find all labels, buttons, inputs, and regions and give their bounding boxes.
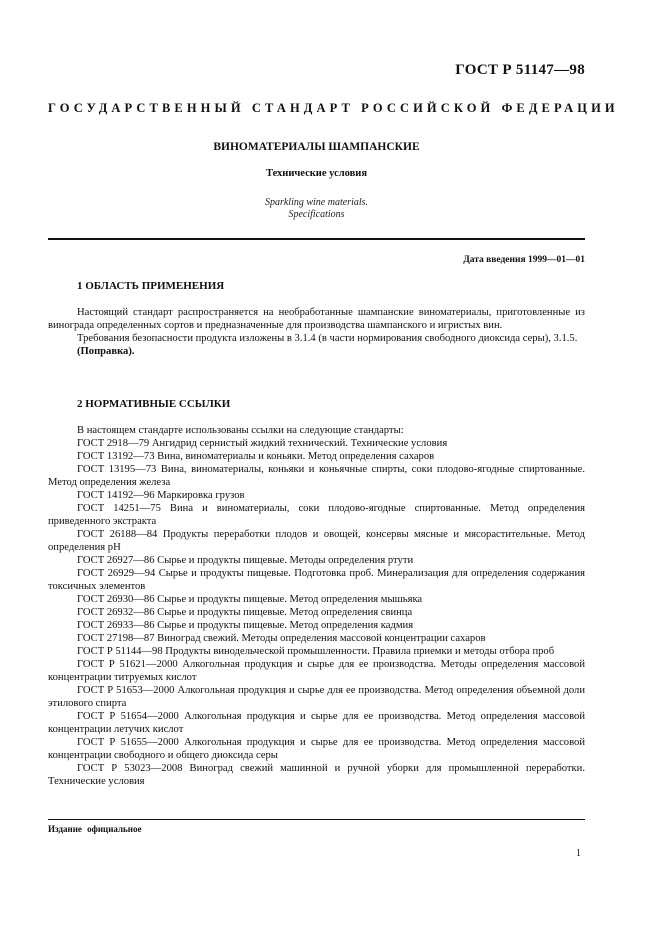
section-1-heading: 1 ОБЛАСТЬ ПРИМЕНЕНИЯ [77, 280, 225, 292]
introduction-date: Дата введения 1999—01—01 [463, 255, 585, 265]
edition-label: Издание официальное [48, 824, 142, 834]
reference-item: ГОСТ Р 53023—2008 Виноград свежий машинной и ручной уборки для промышленной переработки. Технические условия [48, 763, 585, 787]
footer-divider [48, 819, 585, 820]
reference-item: ГОСТ Р 51655—2000 Алкогольная продукция и сырье для ее производства. Метод определения массовой концентрации свободного и общего диоксида серы [48, 737, 585, 761]
reference-item: ГОСТ Р 51653—2000 Алкогольная продукция и сырье для ее производства. Метод определения объемной доли этилового спирта [48, 685, 585, 709]
section-1-body [48, 306, 585, 358]
reference-item: ГОСТ 14192—96 Маркировка грузов [77, 490, 245, 501]
reference-item: ГОСТ Р 51621—2000 Алкогольная продукция и сырье для ее производства. Методы определения массовой концентрации титруемых кислот [48, 659, 585, 683]
reference-item: ГОСТ 26930—86 Сырье и продукты пищевые. Метод определения мышьяка [77, 594, 423, 605]
english-title-line2: Specifications [288, 209, 345, 220]
page-number: 1 [576, 848, 581, 859]
reference-item: ГОСТ 26929—94 Сырье и продукты пищевые. Подготовка проб. Минерализация для определения содержания токсичных элементов [48, 568, 585, 592]
reference-item: ГОСТ 26927—86 Сырье и продукты пищевые. Методы определения ртути [77, 555, 414, 566]
document-number: ГОСТ Р 51147—98 [455, 62, 585, 78]
state-standard-banner: ГОСУДАРСТВЕННЫЙ СТАНДАРТ РОССИЙСКОЙ ФЕДЕРАЦИИ [48, 101, 619, 115]
section-1-paragraph-1: Настоящий стандарт распространяется на необработанные шампанские виноматериалы, приготовленные из винограда определенных сортов и предназначенные для производства шампанского и игристых вин. [48, 307, 585, 331]
reference-item: ГОСТ 26932—86 Сырье и продукты пищевые. Метод определения свинца [77, 607, 413, 618]
reference-item: ГОСТ 27198—87 Виноград свежий. Методы определения массовой концентрации сахаров [77, 633, 486, 644]
section-1-amendment: (Поправка). [77, 346, 135, 357]
reference-item: ГОСТ 2918—79 Ангидрид сернистый жидкий технический. Технические условия [77, 438, 448, 449]
reference-item: ГОСТ 13192—73 Вина, виноматериалы и коньяки. Метод определения сахаров [77, 451, 435, 462]
english-title-line1: Sparkling wine materials. [264, 197, 369, 208]
reference-item: ГОСТ 13195—73 Вина, виноматериалы, коньяки и коньячные спирты, соки плодово-ягодные спиртованные. Метод определения железа [48, 464, 585, 488]
document-subtitle: Технические условия [265, 168, 368, 179]
reference-item: ГОСТ 26188—84 Продукты переработки плодов и овощей, консервы мясные и мясорастительные. Метод определения pH [48, 529, 585, 553]
reference-item: ГОСТ 26933—86 Сырье и продукты пищевые. Метод определения кадмия [77, 620, 414, 631]
reference-item: ГОСТ Р 51144—98 Продукты винодельческой промышленности. Правила приемки и методы отбора проб [77, 646, 555, 657]
section-1-paragraph-2: Требования безопасности продукта изложены в 3.1.4 (в части нормирования свободного диоксида серы), 3.1.5. [77, 333, 578, 344]
header-divider [48, 238, 585, 240]
section-2-heading: 2 НОРМАТИВНЫЕ ССЫЛКИ [77, 398, 231, 410]
reference-item: ГОСТ Р 51654—2000 Алкогольная продукция и сырье для ее производства. Метод определения массовой концентрации летучих кислот [48, 711, 585, 735]
section-2-intro: В настоящем стандарте использованы ссылки на следующие стандарты: [77, 425, 404, 436]
section-2-body [48, 424, 585, 788]
document-title: ВИНОМАТЕРИАЛЫ ШАМПАНСКИЕ [213, 141, 420, 153]
reference-item: ГОСТ 14251—75 Вина и виноматериалы, соки плодово-ягодные спиртованные. Метод определения приведенного экстракта [48, 503, 585, 527]
